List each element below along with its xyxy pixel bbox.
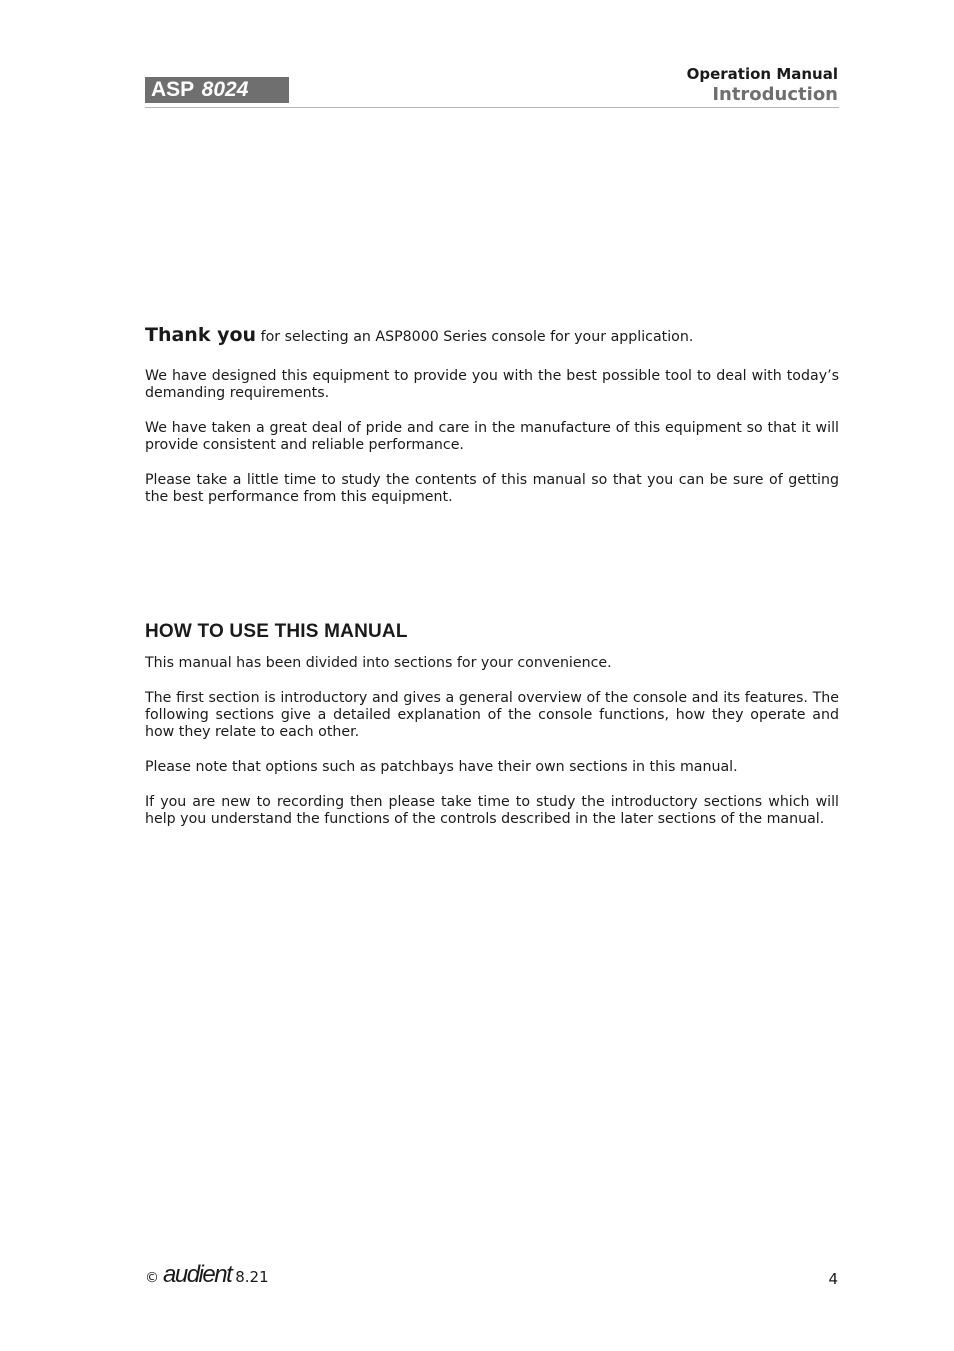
brand-logo: audient [163,1261,232,1288]
howto-paragraph-text: If you are new to recording then please take time to study the introductory sections which will help you understand the functions of the controls described in the later sections of the manual. [145,794,839,827]
intro-paragraph-text: We have taken a great deal of pride and care in the manufacture of this equipment so that it will provide consistent and reliable performance. [145,420,839,453]
howto-paragraph-text: The first section is introductory and gives a general overview of the console and its features. The following sections give a detailed explanation of the console functions, how they operate and how they relate to each other. [145,690,839,740]
version-number: 8.21 [235,1268,269,1286]
running-header [687,65,838,106]
howto-paragraph [145,794,839,828]
document-title: Operation Manual [686,65,838,83]
thank-you-heading: Thank you [145,324,257,346]
section-heading: HOW TO USE THIS MANUAL [145,621,408,642]
product-logo [145,77,289,103]
intro-paragraph [145,472,839,506]
howto-paragraph-text: This manual has been divided into sections for your convenience. [145,655,612,671]
howto-paragraph-text: Please note that options such as patchbays have their own sections in this manual. [145,759,738,775]
thank-you-line [145,324,839,346]
intro-paragraph-text: Please take a little time to study the contents of this manual so that you can be sure of getting the best performance from this equipment. [145,472,839,505]
logo-brand: ASP [151,78,194,101]
header-divider [145,107,839,108]
howto-paragraph [145,690,839,741]
howto-paragraph [145,655,839,672]
logo-model: 8024 [201,78,249,101]
copyright-symbol: © [145,1270,159,1286]
intro-paragraph [145,368,839,402]
section-title: Introduction [712,84,838,105]
page-number: 4 [828,1270,838,1288]
thank-you-text: for selecting an ASP8000 Series console for your application. [256,329,694,345]
intro-paragraph [145,420,839,454]
intro-paragraph-text: We have designed this equipment to provide you with the best possible tool to deal with today’s demanding requirements. [145,368,839,401]
howto-paragraph [145,759,839,776]
footer-copyright [145,1261,269,1289]
